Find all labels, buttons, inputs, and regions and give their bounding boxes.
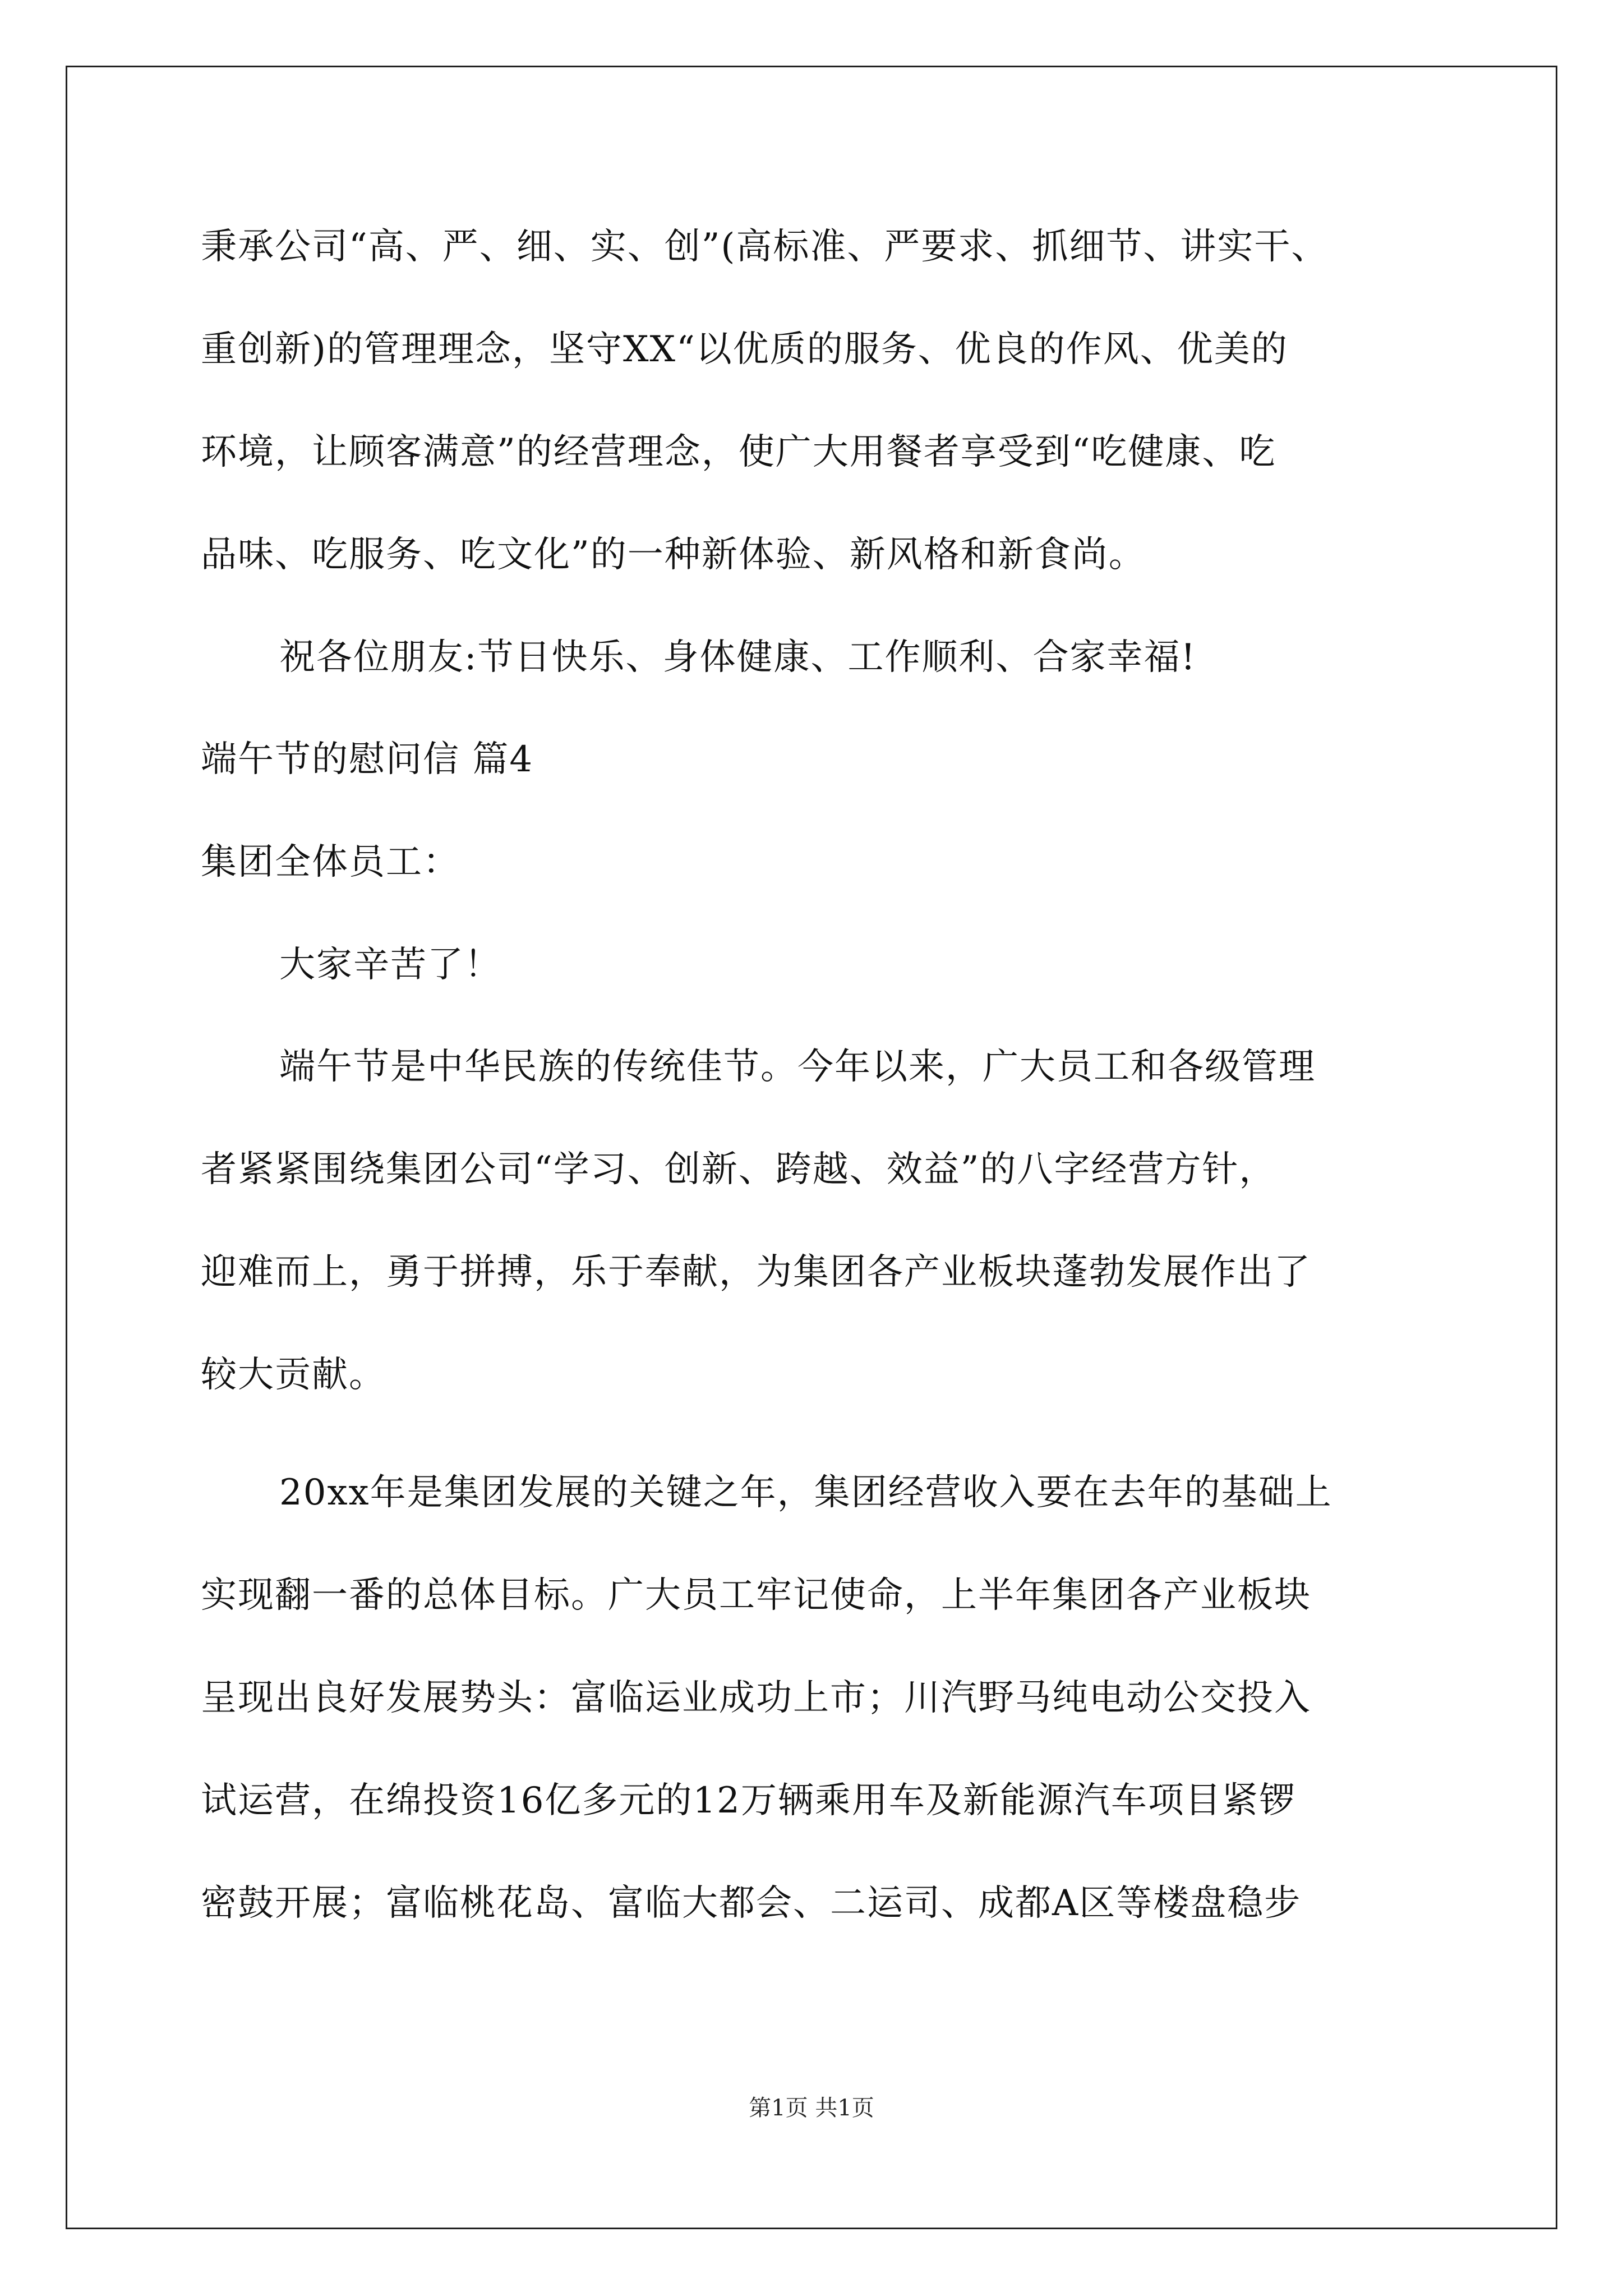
body-text-line: 者紧紧围绕集团公司“学习、创新、跨越、效益”的八字经营方针， [201, 1149, 1276, 1190]
section-heading: 端午节的慰问信 篇4 [201, 739, 534, 780]
body-text-line: 试运营，在绵投资16亿多元的12万辆乘用车及新能源汽车项目紧锣 [201, 1780, 1296, 1821]
body-text-line: 秉承公司“高、严、细、实、创”(高标准、严要求、抓细节、讲实干、 [201, 226, 1329, 268]
page-footer: 第1页 共1页 [749, 2095, 874, 2121]
body-text-line: 较大贡献。 [201, 1354, 386, 1396]
body-text-line: 品味、吃服务、吃文化”的一种新体验、新风格和新食尚。 [201, 534, 1146, 576]
opening-line: 大家辛苦了！ [279, 944, 501, 986]
body-text-line: 密鼓开展；富临桃花岛、富临大都会、二运司、成都A区等楼盘稳步 [201, 1883, 1302, 1924]
body-text-line: 20xx年是集团发展的关键之年，集团经营收入要在去年的基础上 [279, 1472, 1332, 1513]
salutation: 集团全体员工： [201, 841, 460, 883]
body-text-line: 呈现出良好发展势头：富临运业成功上市；川汽野马纯电动公交投入 [201, 1677, 1311, 1719]
body-text-line: 实现翻一番的总体目标。广大员工牢记使命，上半年集团各产业板块 [201, 1575, 1311, 1616]
body-text-line: 端午节是中华民族的传统佳节。今年以来，广大员工和各级管理 [279, 1046, 1316, 1088]
body-text-line: 环境，让顾客满意”的经营理念，使广大用餐者享受到“吃健康、吃 [201, 431, 1276, 473]
greeting-line: 祝各位朋友:节日快乐、身体健康、工作顺利、合家幸福! [279, 637, 1197, 678]
body-text-line: 迎难而上，勇于拼搏，乐于奉献，为集团各产业板块蓬勃发展作出了 [201, 1251, 1311, 1293]
body-text-line: 重创新)的管理理念，坚守XX“以优质的服务、优良的作风、优美的 [201, 329, 1288, 370]
